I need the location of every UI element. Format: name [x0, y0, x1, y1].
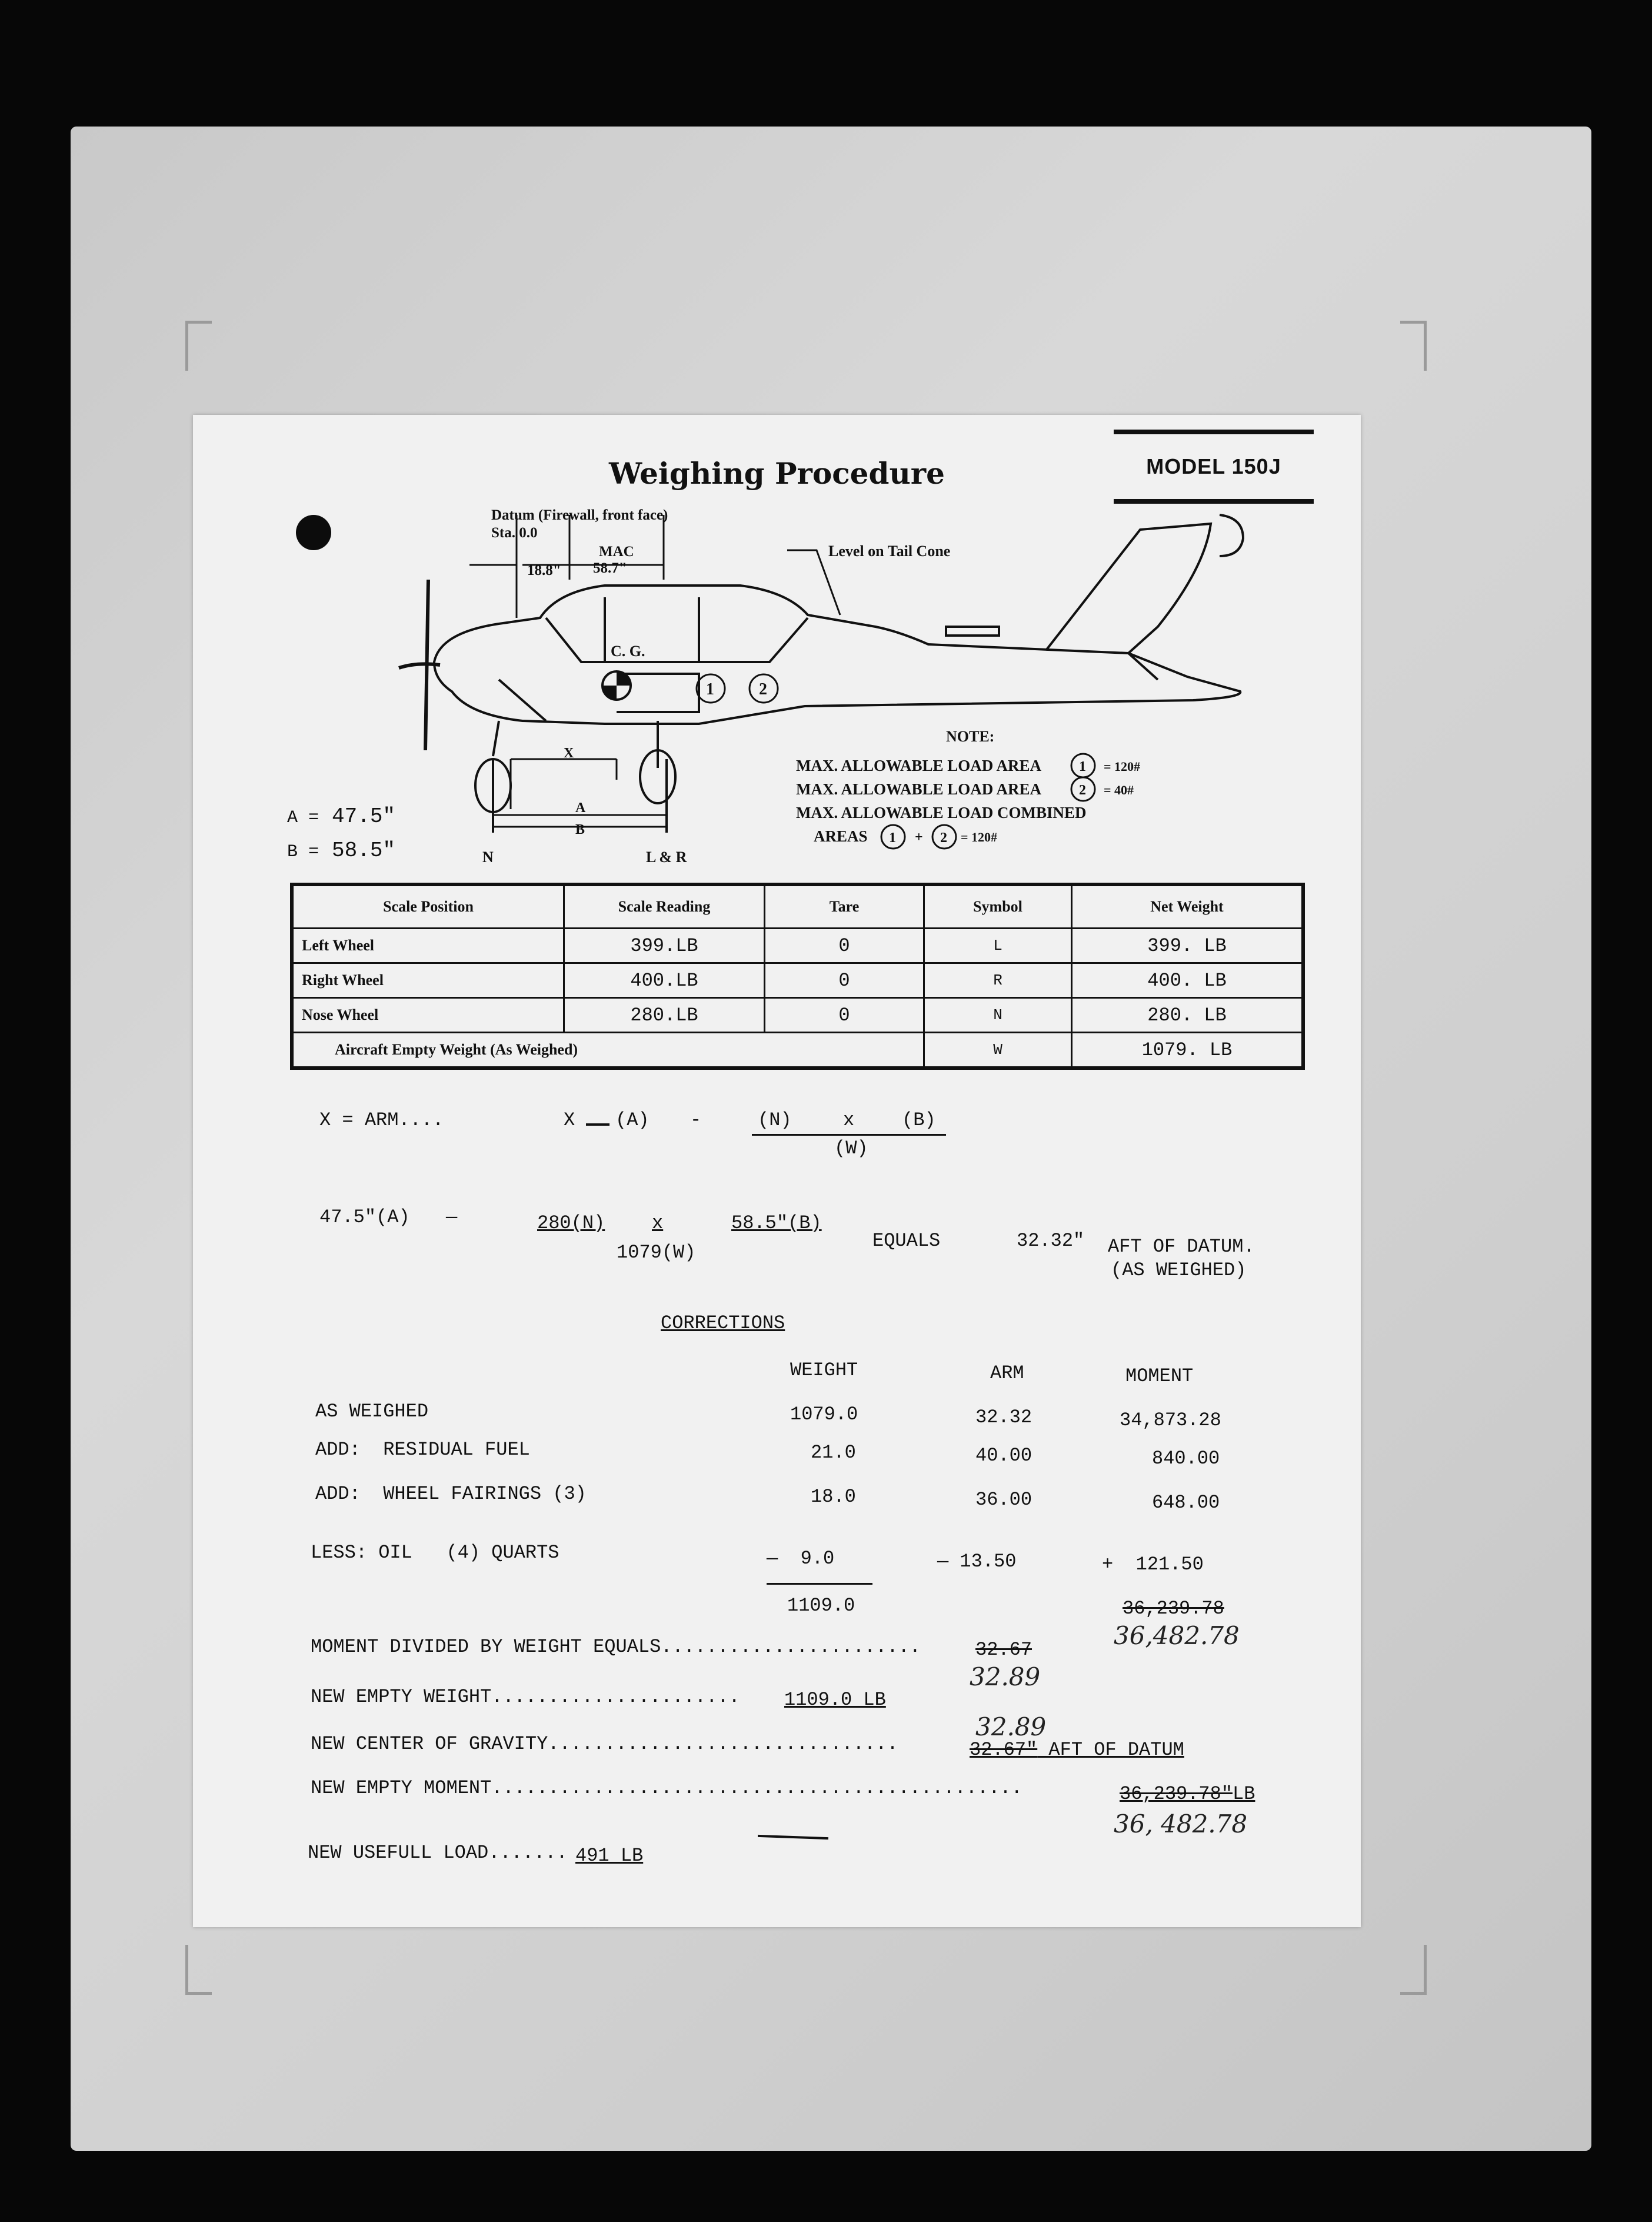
corrections-title: CORRECTIONS: [661, 1312, 785, 1334]
total-weight: 1109.0: [787, 1595, 855, 1616]
new-empty-moment-value: [1120, 1783, 1255, 1805]
corrections-moment-header: MOMENT: [1125, 1365, 1194, 1387]
new-empty-moment-struck: 36,239.78": [1120, 1783, 1233, 1805]
note-line-4-value: = 120#: [961, 830, 998, 844]
b-dimension-label: B: [575, 822, 585, 837]
calc-b-value: 58.5"(B): [731, 1212, 822, 1234]
note-line-2: MAX. ALLOWABLE LOAD AREA: [796, 780, 1042, 798]
b-value: 58.5": [332, 839, 396, 863]
b-label: B =: [287, 842, 319, 862]
new-useful-load-value: 491 LB: [575, 1845, 644, 1867]
correction-weight: 21.0: [811, 1442, 856, 1463]
datum-label: Datum (Firewall, front face): [491, 507, 668, 523]
model-label: MODEL 150J: [1114, 430, 1314, 504]
total-symbol-cell: W: [924, 1033, 1072, 1069]
table-row: [292, 929, 1303, 963]
tare-cell: 0: [765, 998, 924, 1033]
moment-divided-handwritten: 32.89: [970, 1662, 1041, 1691]
note-line-1: MAX. ALLOWABLE LOAD AREA: [796, 757, 1042, 774]
arm-definition: X = ARM....: [319, 1109, 444, 1131]
calc-result: 32.32": [1017, 1230, 1085, 1252]
calc-equals: EQUALS: [872, 1230, 941, 1252]
net-weight-cell: 399. LB: [1072, 929, 1304, 963]
correction-moment: 34,873.28: [1120, 1409, 1221, 1431]
scale-reading-cell: 399.LB: [564, 929, 765, 963]
scale-reading-cell: 280.LB: [564, 998, 765, 1033]
symbol-cell: N: [924, 998, 1072, 1033]
net-weight-cell: 400. LB: [1072, 963, 1304, 998]
formula-a-term: (A): [615, 1109, 650, 1131]
scale-position-cell: Right Wheel: [292, 963, 564, 998]
correction-label: ADD: WHEEL FAIRINGS (3): [315, 1483, 587, 1505]
note-plus: +: [915, 830, 923, 845]
load-area-2-label: 2: [759, 680, 767, 698]
formula-minus: -: [690, 1109, 702, 1131]
a-value: 47.5": [332, 804, 396, 829]
crop-bracket-top-left: [185, 321, 212, 371]
correction-arm: 32.32: [975, 1406, 1032, 1428]
weighing-procedure-sheet: [193, 415, 1361, 1927]
formula-w-term: (W): [834, 1137, 868, 1159]
formula-times: x: [843, 1109, 855, 1131]
station-label: Sta. 0.0: [491, 525, 538, 541]
page-title: Weighing Procedure: [609, 456, 945, 491]
note-line-3: MAX. ALLOWABLE LOAD COMBINED: [796, 804, 1087, 821]
corrections-weight-header: WEIGHT: [790, 1359, 858, 1381]
column-header: Scale Reading: [564, 884, 765, 929]
new-empty-moment-label: NEW EMPTY MOMENT...............................................: [311, 1777, 1022, 1799]
new-cg-value: [970, 1739, 1184, 1761]
cg-label: C. G.: [611, 643, 645, 660]
table-header-row: [292, 884, 1303, 929]
svg-text:2: 2: [1079, 783, 1086, 798]
crop-bracket-bottom-left: [185, 1945, 212, 1995]
total-net-weight-cell: 1079. LB: [1072, 1033, 1304, 1069]
new-empty-weight-value: 1109.0 LB: [784, 1689, 886, 1711]
propeller: [399, 580, 440, 750]
weight-sum-line: [767, 1583, 872, 1585]
table-row: [292, 998, 1303, 1033]
calc-times: x: [652, 1212, 664, 1234]
calc-aft-of-datum: AFT OF DATUM.: [1108, 1236, 1255, 1258]
scale-readings-table: [290, 883, 1305, 1070]
crop-bracket-top-right: [1400, 321, 1427, 371]
scale-position-cell: Nose Wheel: [292, 998, 564, 1033]
column-header: Symbol: [924, 884, 1072, 929]
formula-n-term: (N): [758, 1109, 792, 1131]
correction-arm: 36.00: [975, 1489, 1032, 1511]
total-moment-struck: 36,239.78: [1123, 1598, 1224, 1619]
a-label: A =: [287, 808, 319, 828]
correction-weight: 1079.0: [790, 1403, 858, 1425]
corrections-arm-header: ARM: [990, 1362, 1024, 1384]
note-title: NOTE:: [946, 728, 995, 745]
correction-label: AS WEIGHED: [315, 1401, 429, 1422]
formula-b-term: (B): [902, 1109, 936, 1131]
correction-weight: 18.0: [811, 1486, 856, 1508]
net-weight-cell: 280. LB: [1072, 998, 1304, 1033]
correction-label: ADD: RESIDUAL FUEL: [315, 1439, 530, 1461]
dimension-lines: [469, 515, 840, 827]
column-header: Scale Position: [292, 884, 564, 929]
note-line-2-value: = 40#: [1104, 783, 1134, 797]
correction-moment: 648.00: [1152, 1492, 1220, 1514]
new-cg-aft: AFT OF DATUM: [1037, 1739, 1184, 1761]
tare-cell: 0: [765, 929, 924, 963]
note-line-4: AREAS: [814, 827, 868, 845]
moment-divided-struck: 32.67: [975, 1639, 1032, 1661]
new-cg-handwritten: 32.89: [975, 1712, 1047, 1741]
correction-label: LESS: OIL (4) QUARTS: [311, 1542, 559, 1564]
formula-fraction-bar: [752, 1134, 946, 1136]
correction-arm: 40.00: [975, 1445, 1032, 1466]
dimension-18-8-label: 18.8": [527, 563, 561, 578]
calc-a-value: 47.5"(A): [319, 1206, 410, 1228]
new-cg-struck: 32.67": [970, 1739, 1038, 1761]
new-empty-moment-unit: LB: [1233, 1783, 1255, 1805]
calc-as-weighed: (AS WEIGHED): [1111, 1259, 1247, 1281]
new-empty-weight-label: NEW EMPTY WEIGHT......................: [311, 1686, 740, 1708]
mac-label: MAC: [599, 544, 634, 560]
crop-bracket-bottom-right: [1400, 1945, 1427, 1995]
formula-x: X: [564, 1109, 575, 1131]
x-dimension-label: X: [564, 746, 574, 761]
new-useful-load-label: NEW USEFULL LOAD.......: [308, 1842, 568, 1864]
svg-text:1: 1: [889, 830, 896, 846]
main-wheels-label: L & R: [646, 849, 687, 866]
ab-values: [287, 800, 395, 869]
cg-symbol: [602, 671, 631, 700]
formula-equals-bar: [586, 1123, 609, 1126]
note-line-1-value: = 120#: [1104, 759, 1141, 774]
tare-cell: 0: [765, 963, 924, 998]
correction-moment: 840.00: [1152, 1448, 1220, 1469]
pen-stroke: [758, 1835, 828, 1840]
calc-n-value: 280(N): [537, 1212, 605, 1234]
symbol-cell: R: [924, 963, 1072, 998]
correction-weight: — 9.0: [767, 1548, 835, 1569]
scale-reading-cell: 400.LB: [564, 963, 765, 998]
total-moment-handwritten: 36,482.78: [1114, 1621, 1240, 1650]
table-total-row: [292, 1033, 1303, 1069]
calc-w-value: 1079(W): [617, 1242, 696, 1263]
load-area-1-label: 1: [706, 680, 714, 698]
calc-dash: —: [446, 1206, 458, 1228]
scale-position-cell: Left Wheel: [292, 929, 564, 963]
table-row: [292, 963, 1303, 998]
column-header: Tare: [765, 884, 924, 929]
svg-text:1: 1: [1079, 759, 1086, 774]
svg-text:2: 2: [940, 830, 947, 846]
new-empty-moment-handwritten: 36, 482.78: [1114, 1809, 1248, 1838]
moment-divided-label: MOMENT DIVIDED BY WEIGHT EQUALS.......................: [311, 1636, 921, 1658]
nose-wheel-label: N: [482, 849, 494, 866]
correction-arm: — 13.50: [937, 1551, 1017, 1572]
level-label: Level on Tail Cone: [828, 543, 951, 560]
correction-moment: + 121.50: [1102, 1554, 1204, 1575]
symbol-cell: L: [924, 929, 1072, 963]
mac-value-label: 58.7": [593, 560, 627, 576]
column-header: Net Weight: [1072, 884, 1304, 929]
total-label-cell: Aircraft Empty Weight (As Weighed): [292, 1033, 924, 1069]
new-cg-label: NEW CENTER OF GRAVITY...............................: [311, 1733, 898, 1755]
a-dimension-label: A: [575, 800, 586, 816]
